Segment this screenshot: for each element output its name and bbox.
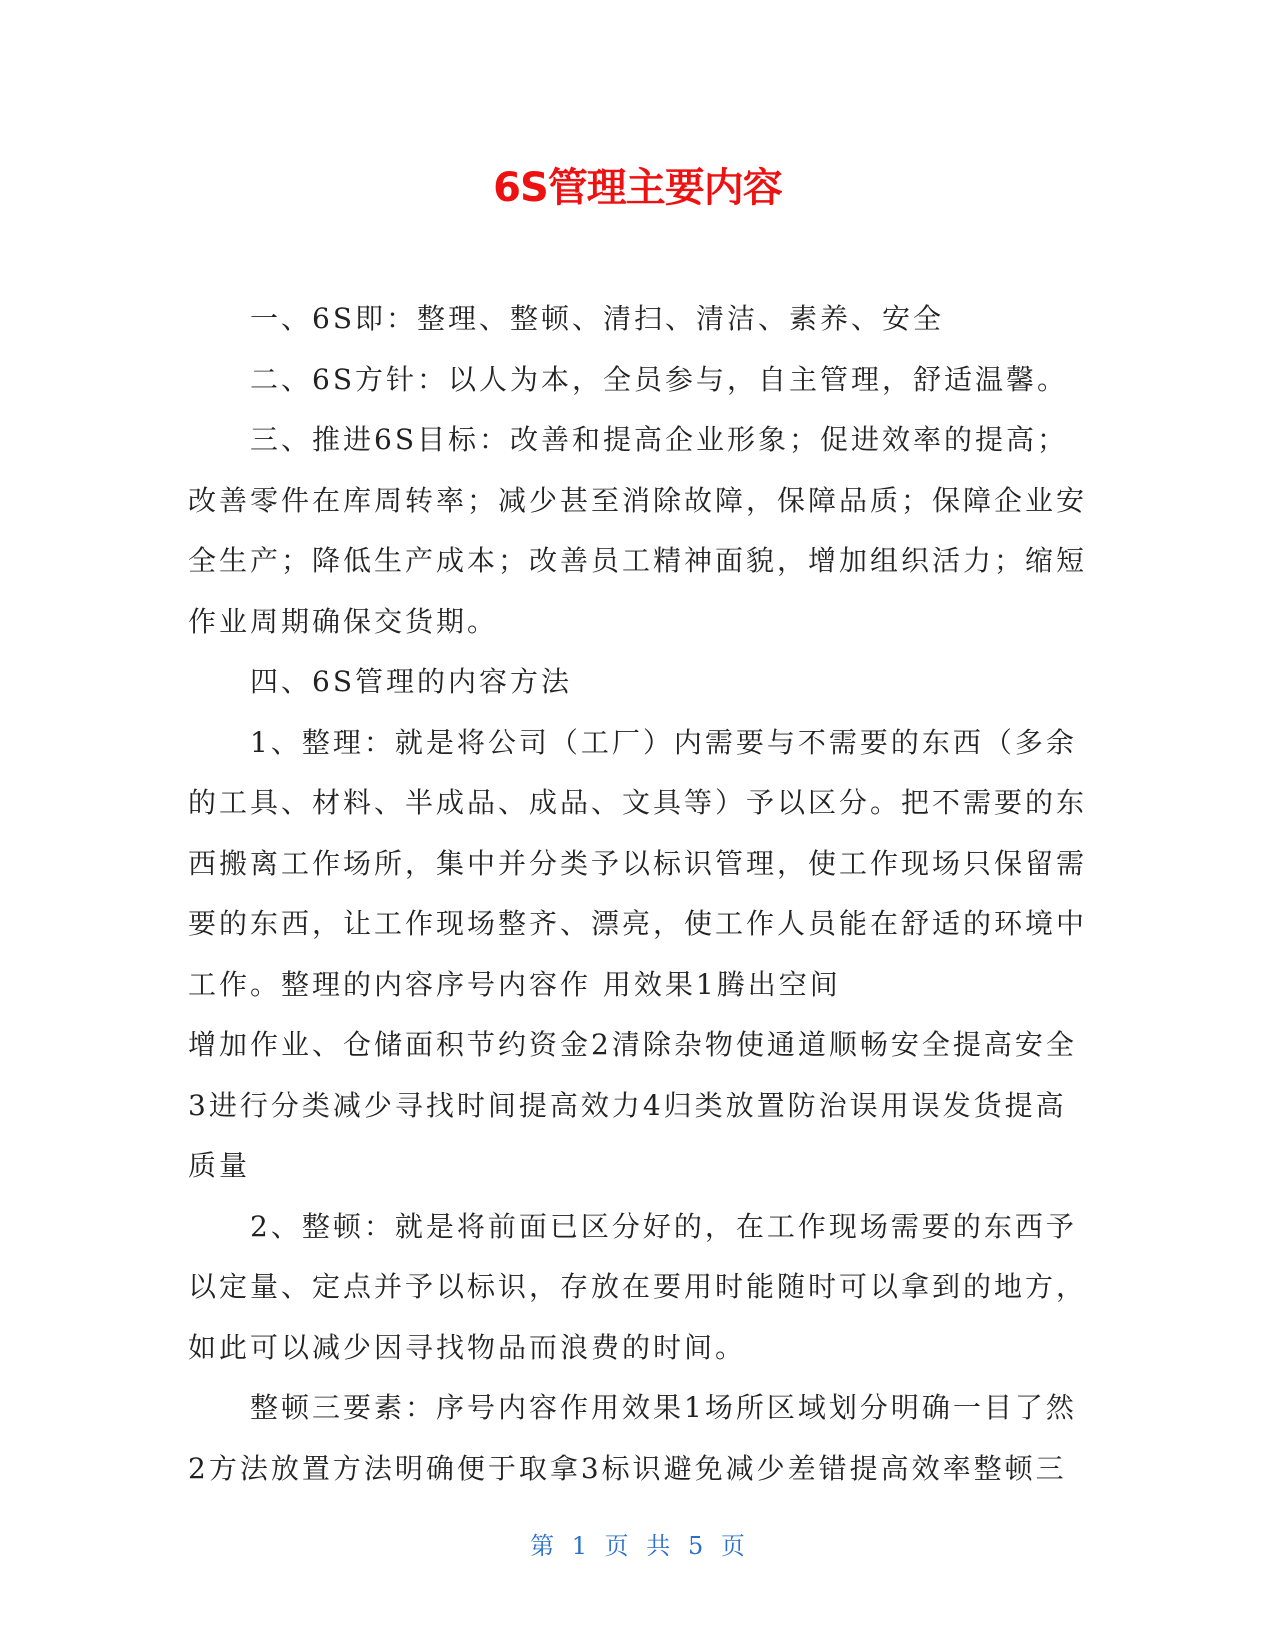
paragraph-6s-policy: 二、6S方针：以人为本，全员参与，自主管理，舒适温馨。 xyxy=(250,362,1068,396)
paragraph-6s-methods-heading: 四、6S管理的内容方法 xyxy=(250,665,572,698)
paragraph-seiton-elements: 整顿三要素：序号内容作用效果1场所区域划分明确一目了然2方法放置方法明确便于取拿3标识避免减少差错提高效率整顿三 xyxy=(188,1391,1077,1485)
paragraph-seiton: 2、整顿：就是将前面已区分好的，在工作现场需要的东西予以定量、定点并予以标识，存放在要用时能随时可以拿到的地方，如此可以减少因寻找物品而浪费的时间。 xyxy=(188,1209,1088,1364)
paragraph-6s-goals: 三、推进6S目标：改善和提高企业形象；促进效率的提高；改善零件在库周转率；减少甚至消除故障，保障品质；保障企业安全生产；降低生产成本；改善员工精神面貌，增加组织活力；缩短作业周期确保交货期。 xyxy=(188,423,1088,638)
page-number-label: 第 1 页 共 5 页 xyxy=(530,1532,745,1560)
paragraph-seiri-table: 增加作业、仓储面积节约资金2清除杂物使通道顺畅安全提高安全3进行分类减少寻找时间提高效力4归类放置防治误用误发货提高质量 xyxy=(188,1028,1077,1182)
paragraph-6s-definition: 一、6S即：整理、整顿、清扫、清洁、素养、安全 xyxy=(250,302,944,335)
page-footer xyxy=(0,1531,1275,1561)
paragraph-seiri: 1、整理：就是将公司（工厂）内需要与不需要的东西（多余的工具、材料、半成品、成品、文具等）予以区分。把不需要的东西搬离工作场所，集中并分类予以标识管理，使工作现场只保留需要的东西，让工作现场整齐、漂亮，使工作人员能在舒适的环境中工作。整理的内容序号内容作 用效果1腾出空间 xyxy=(188,725,1088,1001)
document-title: 6S管理主要内容 xyxy=(493,165,782,211)
document-body xyxy=(188,289,1088,1499)
